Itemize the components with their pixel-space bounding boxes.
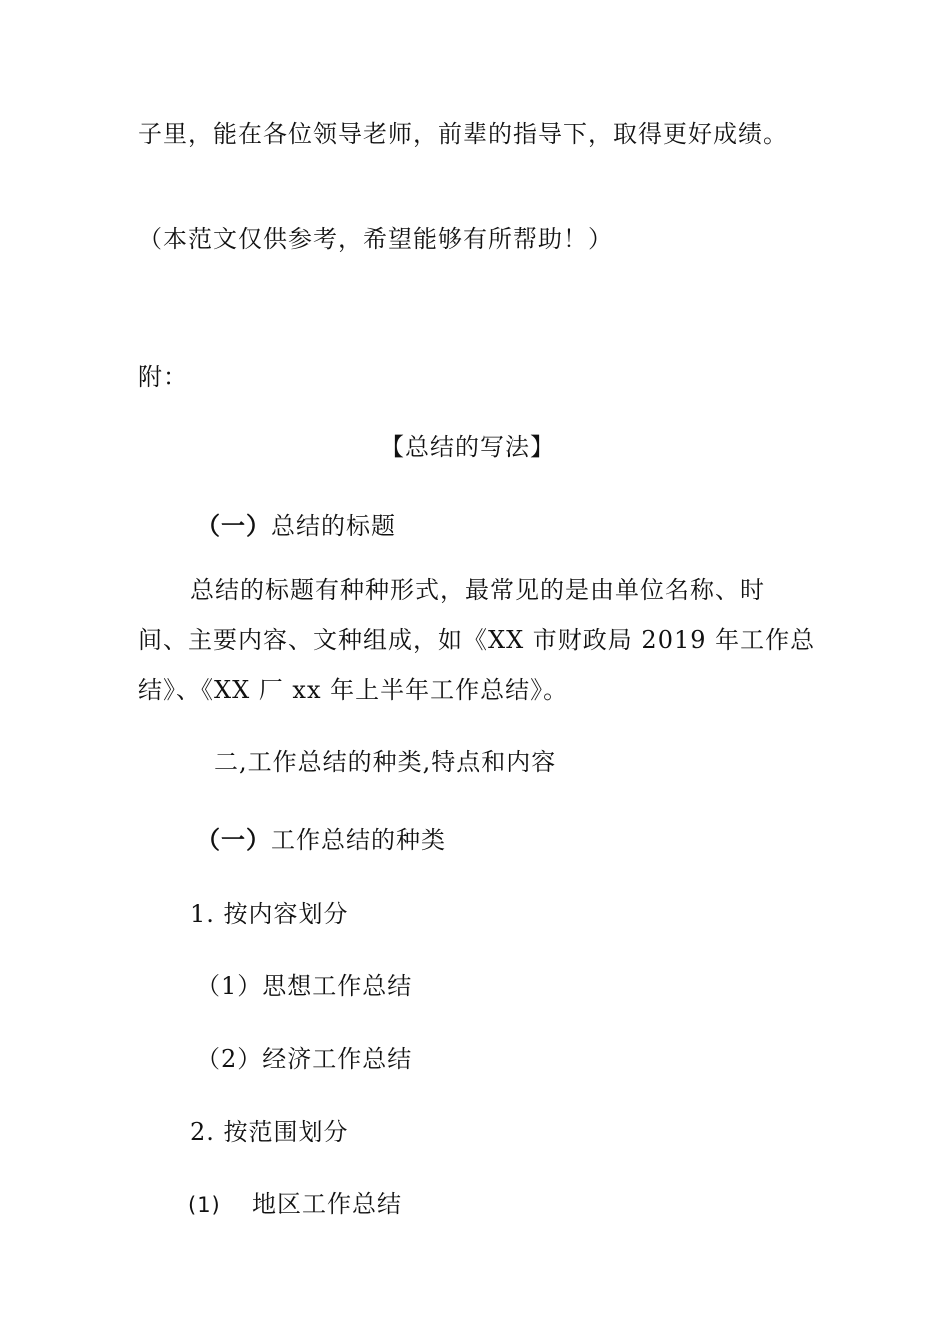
list-item [188, 1187, 402, 1222]
heading-marker: （一） [196, 825, 271, 854]
paragraph-line-1: 总结的标题有种种形式，最常见的是由单位名称、时 [190, 576, 765, 604]
heading-text: 工作总结的种类 [271, 826, 446, 854]
paragraph-line-3: 结》、《XX 厂 xx 年上半年工作总结》。 [138, 676, 569, 704]
continuation-text: 子里，能在各位领导老师，前辈的指导下，取得更好成绩。 [138, 120, 788, 148]
disclaimer-text: （本范文仅供参考，希望能够有所帮助！） [138, 225, 613, 253]
list-item-marker: (1) [188, 1193, 221, 1217]
list-title-by-content: 1. 按内容划分 [190, 900, 349, 928]
heading-marker: （一） [196, 511, 271, 540]
heading-types-features: 二,工作总结的种类,特点和内容 [214, 748, 557, 776]
appendix-label: 附： [138, 363, 188, 391]
list-title-by-scope: 2. 按范围划分 [190, 1118, 349, 1146]
heading-types [196, 823, 446, 857]
paragraph-line-2: 间、主要内容、文种组成，如《XX 市财政局 2019 年工作总 [138, 626, 816, 654]
list-item: （2）经济工作总结 [196, 1045, 413, 1073]
section-title: 【总结的写法】 [380, 433, 555, 461]
list-item-text: 地区工作总结 [252, 1190, 402, 1218]
list-item: （1）思想工作总结 [196, 972, 413, 1000]
heading-title-section [196, 509, 396, 543]
heading-text: 总结的标题 [271, 512, 396, 540]
